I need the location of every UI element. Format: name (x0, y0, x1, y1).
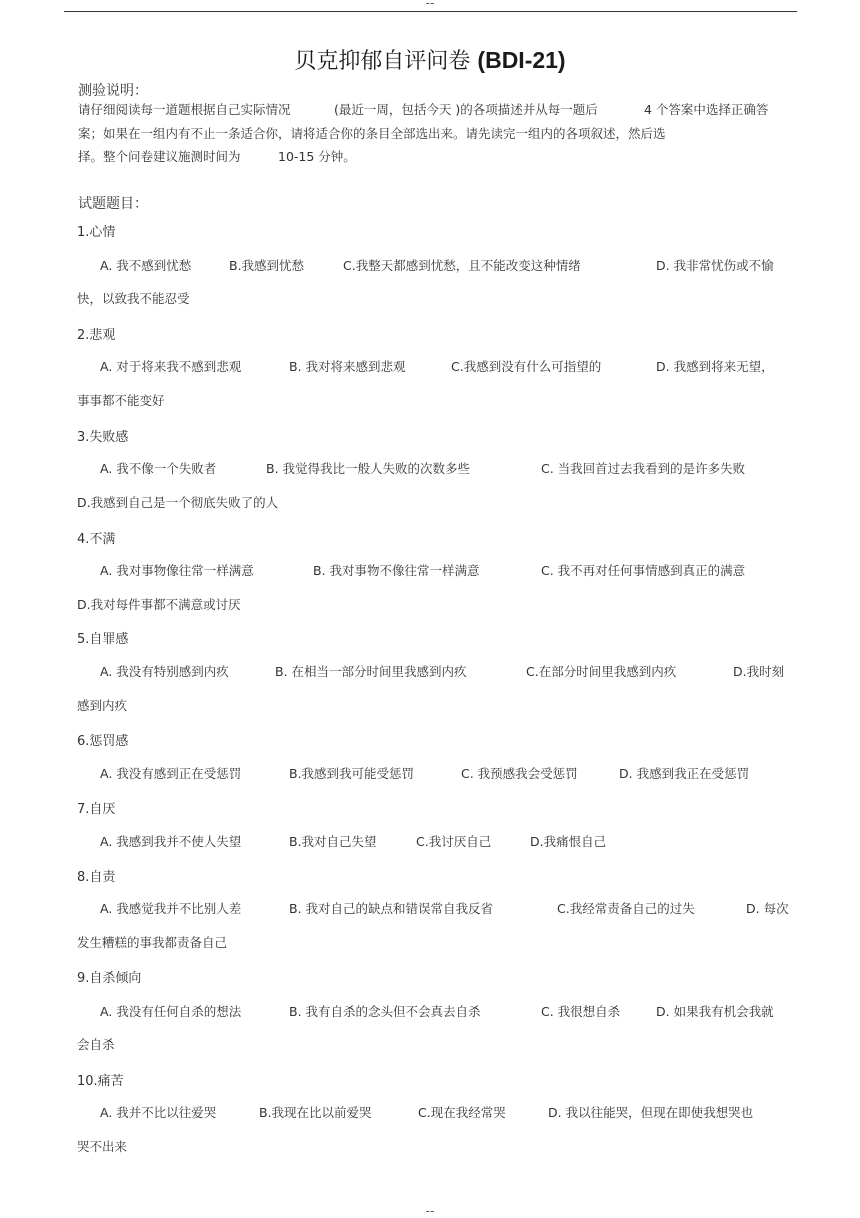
option-d: D. 我以往能哭，但现在即使我想哭也 (548, 1105, 754, 1120)
question-title: 7.自厌 (77, 802, 116, 817)
option-c: C.我整天都感到忧愁，且不能改变这种情绪 (343, 258, 581, 273)
option-c: C. 当我回首过去我看到的是许多失败 (541, 461, 746, 476)
option-d: D.我痛恨自己 (530, 834, 607, 849)
option-b: B. 我对自己的缺点和错误常自我反省 (289, 901, 494, 916)
question-title: 4.不满 (77, 532, 116, 547)
option-a: A. 我不像一个失败者 (100, 461, 217, 476)
option-b: B.我感到我可能受惩罚 (289, 766, 415, 781)
option-d: D.我时刻 (733, 664, 785, 679)
option-c: C.现在我经常哭 (418, 1105, 506, 1120)
option-b: B. 我对将来感到悲观 (289, 359, 406, 374)
option-b: B.我感到忧愁 (229, 258, 305, 273)
instructions-line-3 (78, 147, 356, 165)
header-rule (64, 11, 797, 12)
option-d: D. 我感到将来无望， (656, 359, 774, 374)
option-a: A. 我感到我并不使人失望 (100, 834, 242, 849)
option-d: D. 我非常忧伤或不愉 (656, 258, 774, 273)
option-continuation: D.我对每件事都不满意或讨厌 (77, 597, 241, 612)
instructions-line-1c: 4 个答案中选择正确答 (644, 102, 769, 117)
option-a: A. 对于将来我不感到悲观 (100, 359, 242, 374)
title-code: (BDI-21) (477, 47, 566, 73)
option-b: B. 我有自杀的念头但不会真去自杀 (289, 1004, 481, 1019)
question-title: 1.心情 (77, 225, 116, 240)
instructions-line-1a: 请仔细阅读每一道题根据自己实际情况 (78, 102, 291, 117)
option-d: D. 如果我有机会我就 (656, 1004, 774, 1019)
option-a: A. 我感觉我并不比别人差 (100, 901, 242, 916)
instructions-line-2: 案；如果在一组内有不止一条适合你，请将适合你的条目全部选出来。请先读完一组内的各项叙述，然后选 (78, 126, 666, 141)
option-d: D. 每次 (746, 901, 789, 916)
option-d: D. 我感到我正在受惩罚 (619, 766, 750, 781)
option-c: C. 我不再对任何事情感到真正的满意 (541, 563, 746, 578)
title-main: 贝克抑郁自评问卷 (294, 49, 471, 74)
option-a: A. 我不感到忧愁 (100, 258, 192, 273)
question-title: 2.悲观 (77, 328, 116, 343)
option-continuation: 感到内疚 (77, 698, 128, 713)
question-title: 3.失败感 (77, 430, 129, 445)
question-title: 9.自杀倾向 (77, 971, 142, 986)
option-continuation: D.我感到自己是一个彻底失败了的人 (77, 495, 279, 510)
option-b: B. 在相当一部分时间里我感到内疚 (275, 664, 467, 679)
question-title: 6.惩罚感 (77, 734, 129, 749)
instructions-line-1 (78, 100, 769, 118)
option-continuation: 哭不出来 (77, 1139, 128, 1154)
option-a: A. 我并不比以往爱哭 (100, 1105, 217, 1120)
option-c: C.我经常责备自己的过失 (557, 901, 695, 916)
option-continuation: 发生糟糕的事我都责备自己 (77, 935, 228, 950)
footer-mark: -- (425, 1204, 435, 1218)
option-b: B. 我觉得我比一般人失败的次数多些 (266, 461, 471, 476)
option-continuation: 会自杀 (77, 1037, 115, 1052)
option-a: A. 我对事物像往常一样满意 (100, 563, 254, 578)
question-title: 10.痛苦 (77, 1074, 124, 1089)
instructions-line-3a: 择。整个问卷建议施测时间为 (78, 149, 241, 164)
option-c: C.在部分时间里我感到内疚 (526, 664, 677, 679)
option-c: C. 我很想自杀 (541, 1004, 621, 1019)
option-continuation: 事事都不能变好 (77, 393, 165, 408)
option-continuation: 快，以致我不能忍受 (77, 291, 190, 306)
option-a: A. 我没有感到正在受惩罚 (100, 766, 242, 781)
header-mark: -- (425, 0, 435, 10)
option-b: B.我对自己失望 (289, 834, 377, 849)
page-title (0, 44, 860, 75)
option-a: A. 我没有特别感到内疚 (100, 664, 229, 679)
option-c: C.我感到没有什么可指望的 (451, 359, 602, 374)
instructions-line-3b: 10-15 分钟。 (278, 149, 356, 164)
question-title: 5.自罪感 (77, 632, 129, 647)
option-b: B. 我对事物不像往常一样满意 (313, 563, 480, 578)
option-c: C.我讨厌自己 (416, 834, 492, 849)
option-c: C. 我预感我会受惩罚 (461, 766, 578, 781)
option-a: A. 我没有任何自杀的想法 (100, 1004, 242, 1019)
option-b: B.我现在比以前爱哭 (259, 1105, 372, 1120)
instructions-line-1b: (最近一周，包括今天 )的各项描述并从每一题后 (334, 102, 598, 117)
question-title: 8.自责 (77, 870, 116, 885)
instructions-heading: 测验说明： (78, 83, 148, 99)
questions-heading: 试题题目： (78, 196, 148, 212)
